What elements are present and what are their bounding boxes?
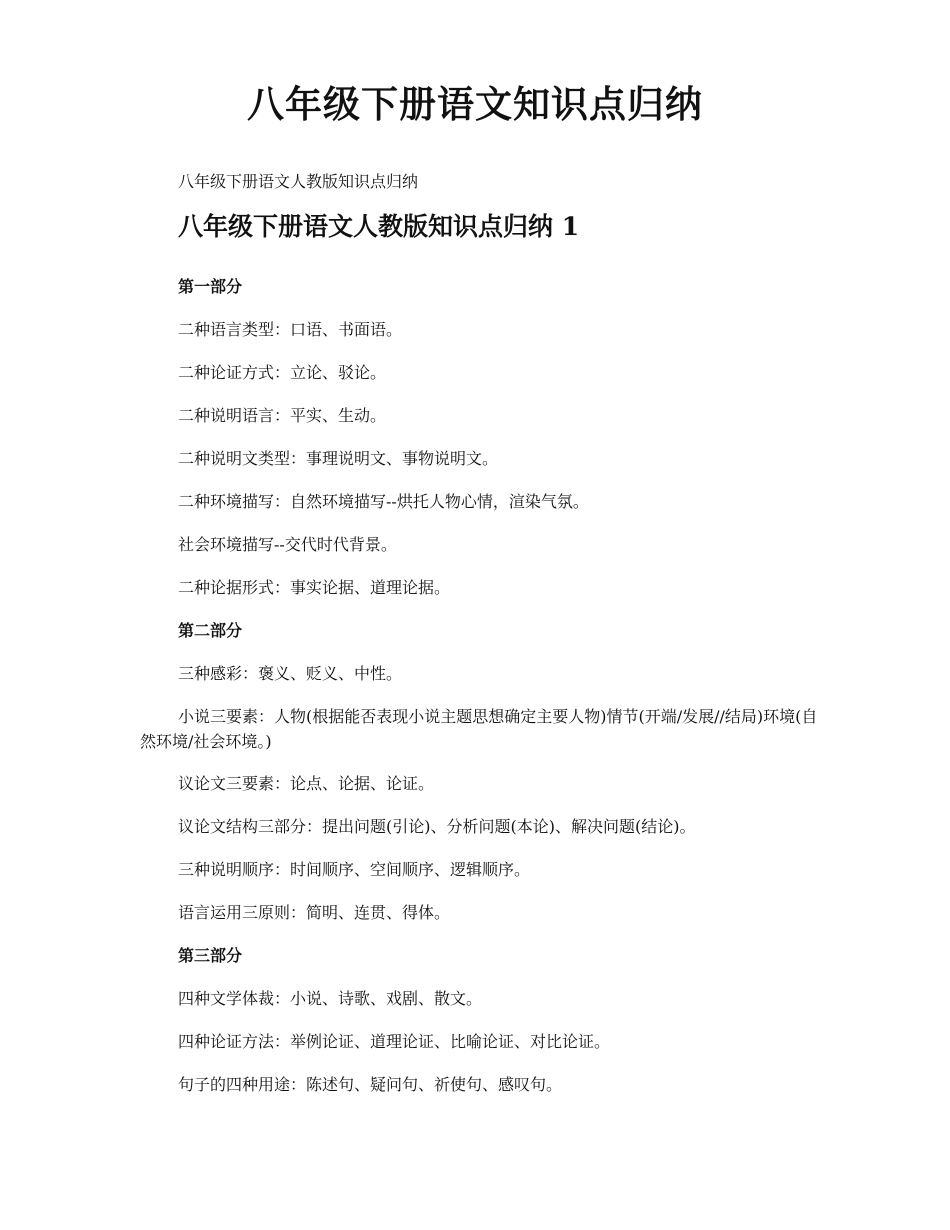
section-heading: 八年级下册语文人教版知识点归纳 1	[178, 212, 580, 241]
paragraph: 三种说明顺序：时间顺序、空间顺序、逻辑顺序。	[178, 860, 531, 879]
part-heading: 第一部分	[178, 277, 243, 296]
document-subtitle: 八年级下册语文人教版知识点归纳	[178, 172, 419, 191]
part-heading: 第三部分	[178, 946, 243, 965]
paragraph: 二种论据形式：事实论据、道理论据。	[178, 578, 451, 597]
paragraph: 二种论证方式：立论、驳论。	[178, 363, 387, 382]
paragraph: 语言运用三原则：简明、连贯、得体。	[178, 903, 451, 922]
paragraph: 二种说明文类型：事理说明文、事物说明文。	[178, 449, 499, 468]
paragraph: 议论文结构三部分：提出问题(引论)、分析问题(本论)、解决问题(结论)。	[178, 817, 696, 836]
paragraph: 二种环境描写：自然环境描写--烘托人物心情，渲染气氛。	[178, 492, 589, 511]
paragraph: 小说三要素：人物(根据能否表现小说主题思想确定主要人物)情节(开端/发展//结局)环境(自然环境/社会环境。)	[140, 707, 818, 751]
part-heading: 第二部分	[178, 621, 243, 640]
paragraph: 句子的四种用途：陈述句、疑问句、祈使句、感叹句。	[178, 1075, 563, 1094]
document-body	[140, 274, 820, 1115]
document-title: 八年级下册语文知识点归纳	[247, 82, 703, 126]
paragraph: 社会环境描写--交代时代背景。	[178, 535, 397, 554]
paragraph: 二种说明语言：平实、生动。	[178, 406, 387, 425]
paragraph: 三种感彩：褒义、贬义、中性。	[178, 664, 403, 683]
paragraph: 议论文三要素：论点、论据、论证。	[178, 774, 435, 793]
paragraph: 二种语言类型：口语、书面语。	[178, 320, 403, 339]
paragraph: 四种论证方法：举例论证、道理论证、比喻论证、对比论证。	[178, 1032, 611, 1051]
paragraph: 四种文学体裁：小说、诗歌、戏剧、散文。	[178, 989, 483, 1008]
